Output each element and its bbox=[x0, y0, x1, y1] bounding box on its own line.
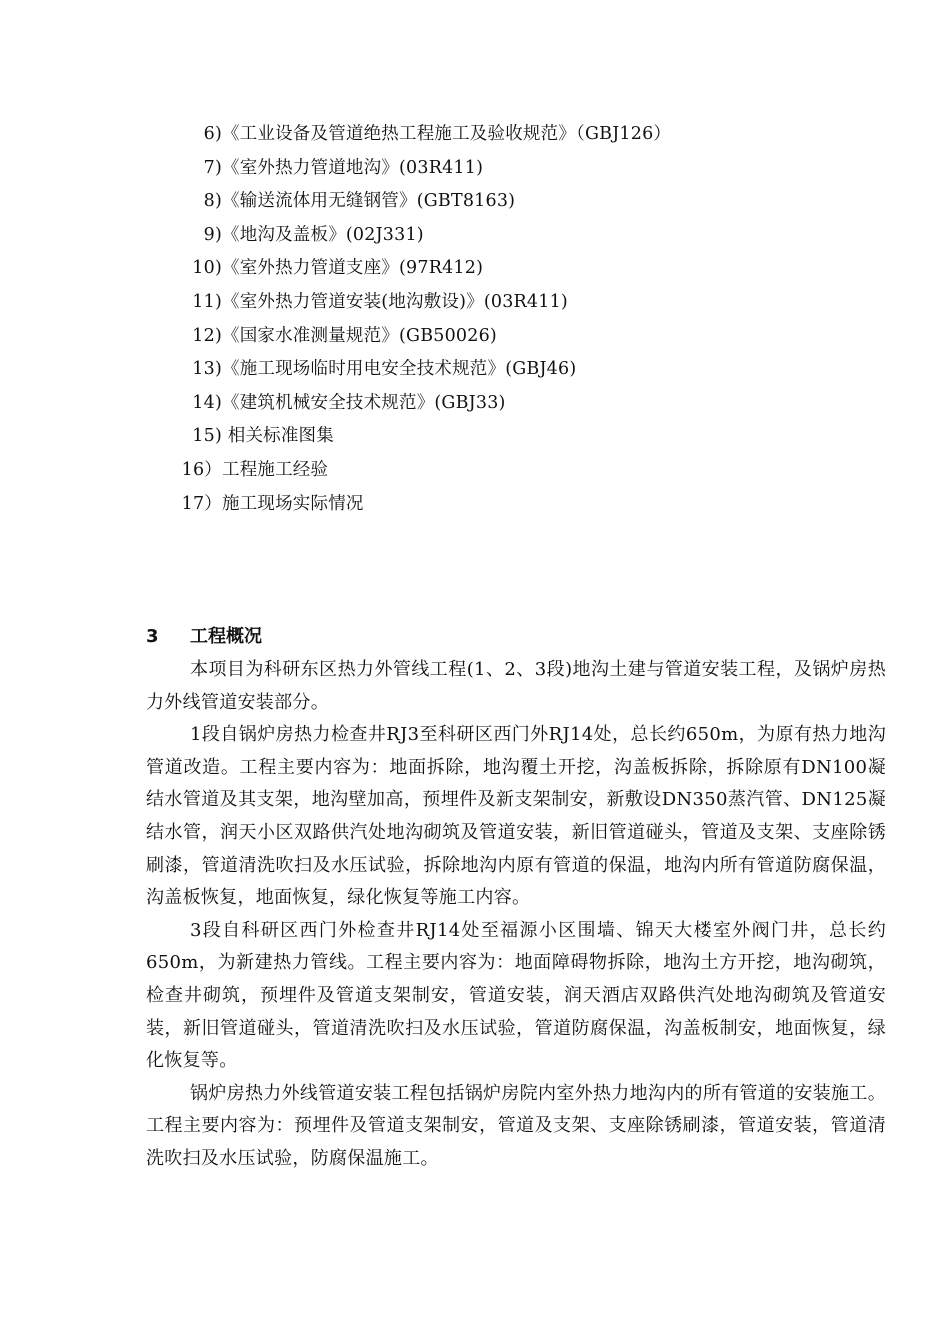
reference-text: 《国家水准测量规范》(GB50026) bbox=[222, 325, 497, 346]
section-title: 工程概况 bbox=[190, 626, 262, 647]
reference-number: 13) bbox=[192, 359, 222, 380]
reference-number: 17） bbox=[181, 493, 222, 514]
reference-number: 8) bbox=[203, 191, 222, 212]
reference-list bbox=[176, 118, 896, 521]
section-heading bbox=[146, 620, 886, 654]
reference-number: 6) bbox=[203, 124, 222, 144]
reference-number: 9) bbox=[203, 224, 222, 245]
overview-paragraph-3: 3段自科研区西门外检查井RJ14处至福源小区围墙、锦天大楼室外阀门井，总长约650m，为新建热力管线。工程主要内容为：地面障碍物拆除，地沟土方开挖，地沟砌筑，检查井砌筑，预埋件及管道支架制安，管道安装，润天酒店双路供汽处地沟砌筑及管道安装，新旧管道碰头，管道清洗吹扫及水压试验，管道防腐保温，沟盖板制安，地面恢复，绿化恢复等。 bbox=[146, 919, 886, 1072]
section-number: 3 bbox=[146, 626, 159, 647]
reference-text: 《输送流体用无缝钢管》(GBT8163) bbox=[222, 191, 516, 212]
reference-item-11 bbox=[176, 286, 896, 320]
reference-item-6 bbox=[176, 118, 896, 152]
reference-item-12 bbox=[176, 320, 896, 354]
reference-number: 12) bbox=[192, 325, 222, 346]
reference-number: 15) bbox=[192, 426, 222, 447]
reference-item-10 bbox=[176, 252, 896, 286]
reference-text: 《施工现场临时用电安全技术规范》(GBJ46) bbox=[222, 359, 577, 380]
reference-item-16 bbox=[176, 454, 896, 488]
reference-item-17 bbox=[176, 488, 896, 522]
reference-number: 10) bbox=[192, 258, 222, 279]
reference-item-15 bbox=[176, 420, 896, 454]
reference-text: 《室外热力管道安装(地沟敷设)》(03R411) bbox=[222, 291, 568, 312]
reference-number: 16） bbox=[181, 459, 222, 480]
reference-text: 相关标准图集 bbox=[222, 426, 334, 447]
reference-text: 《建筑机械安全技术规范》(GBJ33) bbox=[222, 392, 506, 413]
reference-text: 施工现场实际情况 bbox=[222, 493, 364, 514]
reference-text: 工程施工经验 bbox=[222, 459, 329, 480]
reference-item-8 bbox=[176, 185, 896, 219]
reference-item-9 bbox=[176, 219, 896, 253]
reference-text: 《地沟及盖板》(02J331) bbox=[222, 224, 424, 245]
reference-number: 11) bbox=[192, 291, 222, 312]
reference-number: 7) bbox=[203, 157, 222, 178]
reference-item-7 bbox=[176, 152, 896, 186]
overview-paragraph-1: 本项目为科研东区热力外管线工程(1、2、3段)地沟土建与管道安装工程，及锅炉房热力外线管道安装部分。 bbox=[146, 659, 886, 713]
overview-paragraph-4: 锅炉房热力外线管道安装工程包括锅炉房院内室外热力地沟内的所有管道的安装施工。工程主要内容为：预埋件及管道支架制安，管道及支架、支座除锈刷漆，管道安装，管道清洗吹扫及水压试验，防腐保温施工。 bbox=[146, 1082, 886, 1169]
reference-text: 《室外热力管道地沟》(03R411) bbox=[222, 157, 484, 178]
reference-text: 《室外热力管道支座》(97R412) bbox=[222, 258, 484, 279]
reference-item-13 bbox=[176, 353, 896, 387]
project-overview-section bbox=[146, 620, 886, 1176]
reference-item-14 bbox=[176, 387, 896, 421]
reference-number: 14) bbox=[192, 392, 222, 413]
overview-paragraph-2: 1段自锅炉房热力检查井RJ3至科研区西门外RJ14处，总长约650m，为原有热力地沟管道改造。工程主要内容为：地面拆除，地沟覆土开挖，沟盖板拆除，拆除原有DN100凝结水管道及其支架，地沟壁加高，预埋件及新支架制安，新敷设DN350蒸汽管、DN125凝结水管，润天小区双路供汽处地沟砌筑及管道安装，新旧管道碰头，管道及支架、支座除锈刷漆，管道清洗吹扫及水压试验，拆除地沟内原有管道的保温，地沟内所有管道防腐保温，沟盖板恢复，地面恢复，绿化恢复等施工内容。 bbox=[146, 724, 886, 909]
reference-text: 《工业设备及管道绝热工程施工及验收规范》（GBJ126） bbox=[222, 124, 672, 144]
